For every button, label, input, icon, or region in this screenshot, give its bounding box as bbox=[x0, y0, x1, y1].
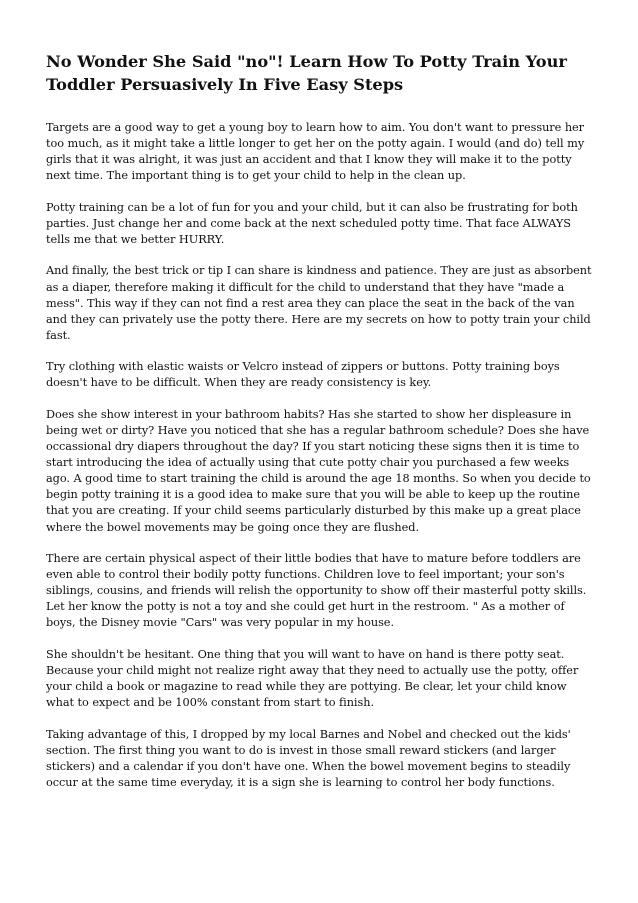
paragraph-4: Try clothing with elastic waists or Velcro instead of zippers or buttons. Potty training boys doesn't have to be difficult. When they are ready consistency is key. bbox=[46, 360, 560, 390]
paragraph-7: She shouldn't be hesitant. One thing that you will want to have on hand is there potty seat. Because your child might not realize right away that they need to actually use the potty, offer your child a book or magazine to read while they are pottying. Be clear, let your child know what to expect and be 100% constant from start to finish. bbox=[46, 647, 579, 710]
document-page bbox=[46, 50, 596, 806]
paragraph-8: Taking advantage of this, I dropped by my local Barnes and Nobel and checked out the kids' section. The first thing you want to do is invest in those small reward stickers (and larger stickers) and a calendar if you don't have one. When the bowel movement begins to steadily occur at the same time everyday, it is a sign she is learning to control her body functions. bbox=[46, 727, 571, 789]
paragraph-6: There are certain physical aspect of their little bodies that have to mature before toddlers are even able to control their bodily potty functions. Children love to feel important; your son's siblings, cousins, and friends will relish the opportunity to show off their masterful potty skills. Let her know the potty is not a toy and she could get hurt in the restroom. " As a mother of boys, the Disney movie "Cars" was very popular in my house. bbox=[46, 552, 587, 630]
paragraph-2: Potty training can be a lot of fun for you and your child, but it can also be frustrating for both parties. Just change her and come back at the next scheduled potty time. That face ALWAYS tells me that we better HURRY. bbox=[46, 200, 578, 246]
paragraph-5: Does she show interest in your bathroom habits? Has she started to show her displeasure in being wet or dirty? Have you noticed that she has a regular bathroom schedule? Does she have occassional dry diapers throughout the day? If you start noticing these signs then it is time to start introducing the idea of actually using that cute potty chair you purchased a few weeks ago. A good time to start training the child is around the age 18 months. So when you decide to begin potty training it is a good idea to make sure that you will be able to keep up the routine that you are creating. If your child seems particularly disturbed by this make up a great place where the bowel movements may be going once they are flushed. bbox=[46, 407, 591, 534]
paragraph-1: Targets are a good way to get a young boy to learn how to aim. You don't want to pressure her too much, as it might take a little longer to get her on the potty again. I would (and do) tell my girls that it was alright, it was just an accident and that I know they will make it to the potty next time. The important thing is to get your child to help in the clean up. bbox=[46, 121, 585, 183]
paragraph-3: And finally, the best trick or tip I can share is kindness and patience. They are just as absorbent as a diaper, therefore making it difficult for the child to understand that they have "made a mess". This way if they can not find a rest area they can place the seat in the back of the van and they can privately use the potty there. Here are my secrets on how to potty train your child fast. bbox=[46, 264, 592, 342]
document-title: No Wonder She Said "no"! Learn How To Potty Train Your Toddler Persuasively In Five Easy Steps bbox=[46, 52, 567, 94]
